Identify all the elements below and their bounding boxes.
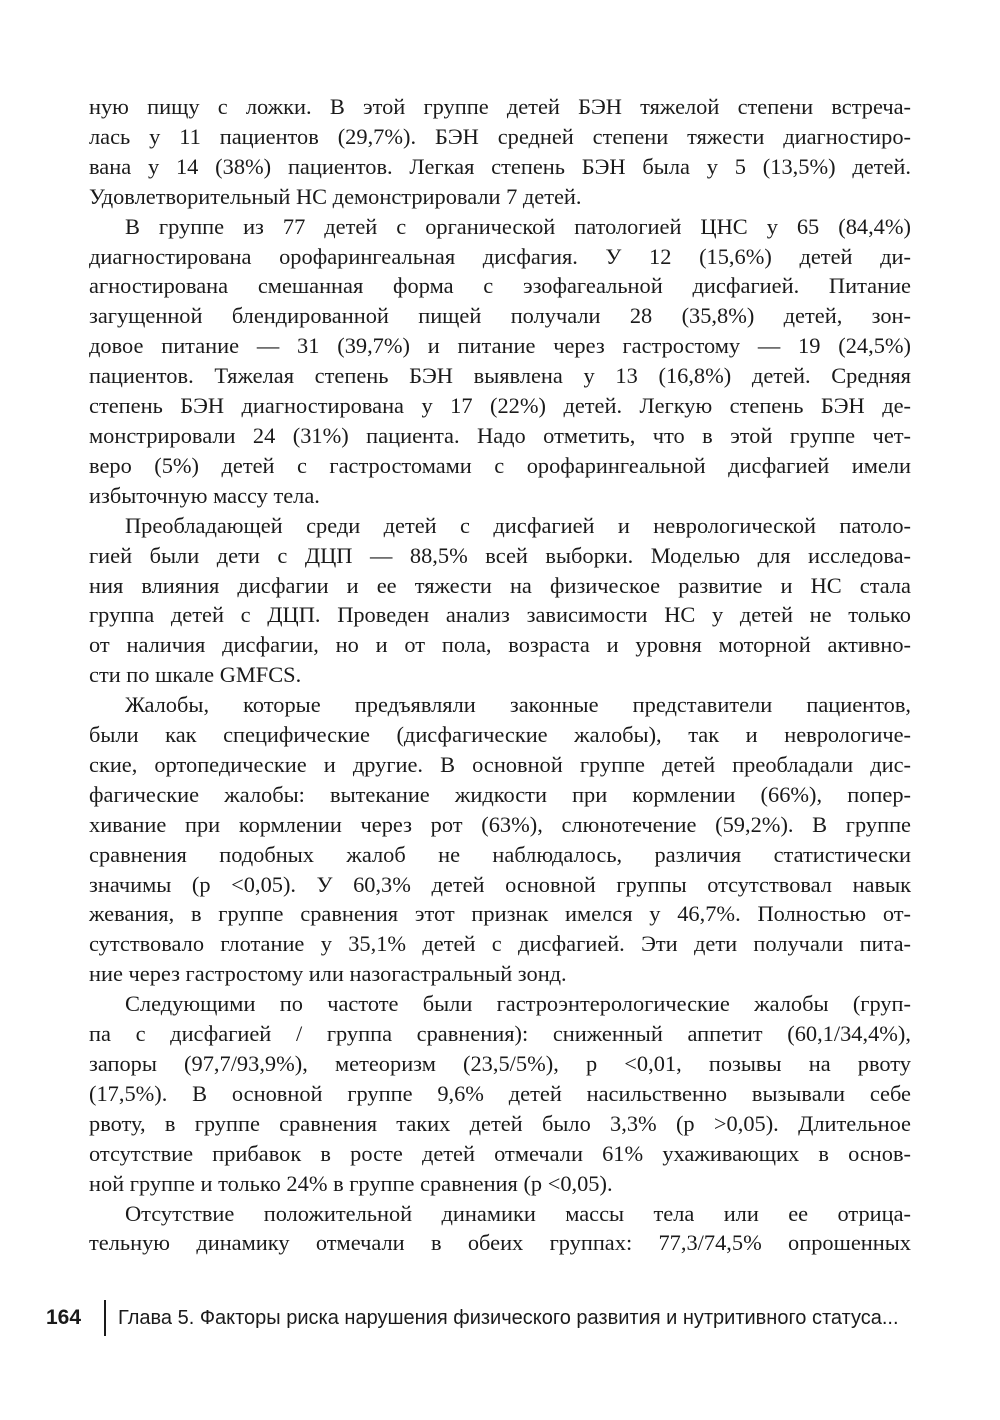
text-line: диагностирована орофарингеальная дисфагия. У 12 (15,6%) детей ди- bbox=[89, 243, 911, 269]
text-line: ную пищу с ложки. В этой группе детей БЭН тяжелой степени встреча- bbox=[89, 94, 911, 119]
paragraph bbox=[89, 690, 911, 989]
paragraph bbox=[89, 212, 911, 511]
text-line: были как специфические (дисфагические жалобы), так и неврологиче- bbox=[89, 722, 911, 748]
text-line: сти по шкале GMFCS. bbox=[89, 662, 302, 688]
text-line: отсутствие прибавок в росте детей отмечали 61% ухаживающих в основ- bbox=[89, 1140, 911, 1166]
text-line: избыточную массу тела. bbox=[89, 482, 320, 508]
page-footer bbox=[40, 1300, 940, 1340]
text-line: загущенной блендированной пищей получали 28 (35,8%) детей, зон- bbox=[89, 303, 911, 329]
text-line: сравнения подобных жалоб не наблюдалось, различия статистически bbox=[89, 841, 911, 867]
text-line: тельную динамику отмечали в обеих группах: 77,3/74,5% опрошенных bbox=[89, 1230, 911, 1256]
text-line: Отсутствие положительной динамики массы тела или ее отрица- bbox=[125, 1200, 911, 1226]
page-body bbox=[89, 92, 911, 1258]
text-line: значимы (p <0,05). У 60,3% детей основной группы отсутствовал навык bbox=[89, 871, 911, 897]
text-line: Удовлетворительный НС демонстрировали 7 детей. bbox=[89, 183, 582, 209]
text-line: ния влияния дисфагии и ее тяжести на физическое развитие и НС стала bbox=[89, 572, 911, 598]
text-line: от наличия дисфагии, но и от пола, возраста и уровня моторной активно- bbox=[89, 632, 911, 658]
text-line: запоры (97,7/93,9%), метеоризм (23,5/5%), p <0,01, позывы на рвоту bbox=[89, 1051, 911, 1076]
text-line: лась у 11 пациентов (29,7%). БЭН средней степени тяжести диагностиро- bbox=[89, 123, 911, 149]
text-line: ние через гастростому или назогастральный зонд. bbox=[89, 961, 567, 987]
text-line: В группе из 77 детей с органической патологией ЦНС у 65 (84,4%) bbox=[125, 213, 911, 239]
text-line: сутствовало глотание у 35,1% детей с дисфагией. Эти дети получали пита- bbox=[89, 931, 911, 957]
text-line: па с дисфагией / группа сравнения): сниженный аппетит (60,1/34,4%), bbox=[89, 1021, 911, 1047]
text-line: веро (5%) детей с гастростомами с орофарингеальной дисфагией имели bbox=[89, 452, 911, 478]
paragraph bbox=[89, 989, 911, 1198]
text-line: довое питание — 31 (39,7%) и питание через гастростому — 19 (24,5%) bbox=[89, 333, 911, 359]
paragraph bbox=[89, 1199, 911, 1259]
text-line: агностирована смешанная форма с эзофагеальной дисфагией. Питание bbox=[89, 273, 911, 299]
text-line: Преобладающей среди детей с дисфагией и неврологической патоло- bbox=[125, 512, 911, 538]
text-line: Жалобы, которые предъявляли законные представители пациентов, bbox=[125, 692, 911, 718]
text-line: пациентов. Тяжелая степень БЭН выявлена у 13 (16,8%) детей. Средняя bbox=[89, 363, 911, 389]
running-title: Глава 5. Факторы риска нарушения физического развития и нутритивного статуса... bbox=[118, 1307, 899, 1329]
page-number: 164 bbox=[46, 1306, 82, 1329]
paragraph bbox=[89, 92, 911, 212]
text-line: ские, ортопедические и другие. В основной группе детей преобладали дис- bbox=[89, 751, 911, 777]
paragraph bbox=[89, 511, 911, 690]
text-line: группа детей с ДЦП. Проведен анализ зависимости НС у детей не только bbox=[89, 602, 911, 628]
text-line: Следующими по частоте были гастроэнтерологические жалобы (груп- bbox=[125, 991, 911, 1017]
text-line: ной группе и только 24% в группе сравнения (p <0,05). bbox=[89, 1170, 613, 1196]
text-line: жевания, в группе сравнения этот признак имелся у 46,7%. Полностью от- bbox=[89, 901, 911, 927]
text-line: хивание при кормлении через рот (63%), слюнотечение (59,2%). В группе bbox=[89, 811, 911, 837]
text-line: монстрировали 24 (31%) пациента. Надо отметить, что в этой группе чет- bbox=[89, 422, 911, 448]
text-line: фагические жалобы: вытекание жидкости при кормлении (66%), попер- bbox=[89, 781, 911, 807]
footer-divider bbox=[104, 1300, 106, 1336]
text-line: степень БЭН диагностирована у 17 (22%) детей. Легкую степень БЭН де- bbox=[89, 393, 911, 419]
text-line: рвоту, в группе сравнения таких детей было 3,3% (p >0,05). Длительное bbox=[89, 1110, 911, 1136]
text-line: вана у 14 (38%) пациентов. Легкая степень БЭН была у 5 (13,5%) детей. bbox=[89, 153, 911, 179]
text-line: (17,5%). В основной группе 9,6% детей насильственно вызывали себе bbox=[89, 1080, 911, 1106]
text-line: гией были дети с ДЦП — 88,5% всей выборки. Моделью для исследова- bbox=[89, 542, 911, 568]
